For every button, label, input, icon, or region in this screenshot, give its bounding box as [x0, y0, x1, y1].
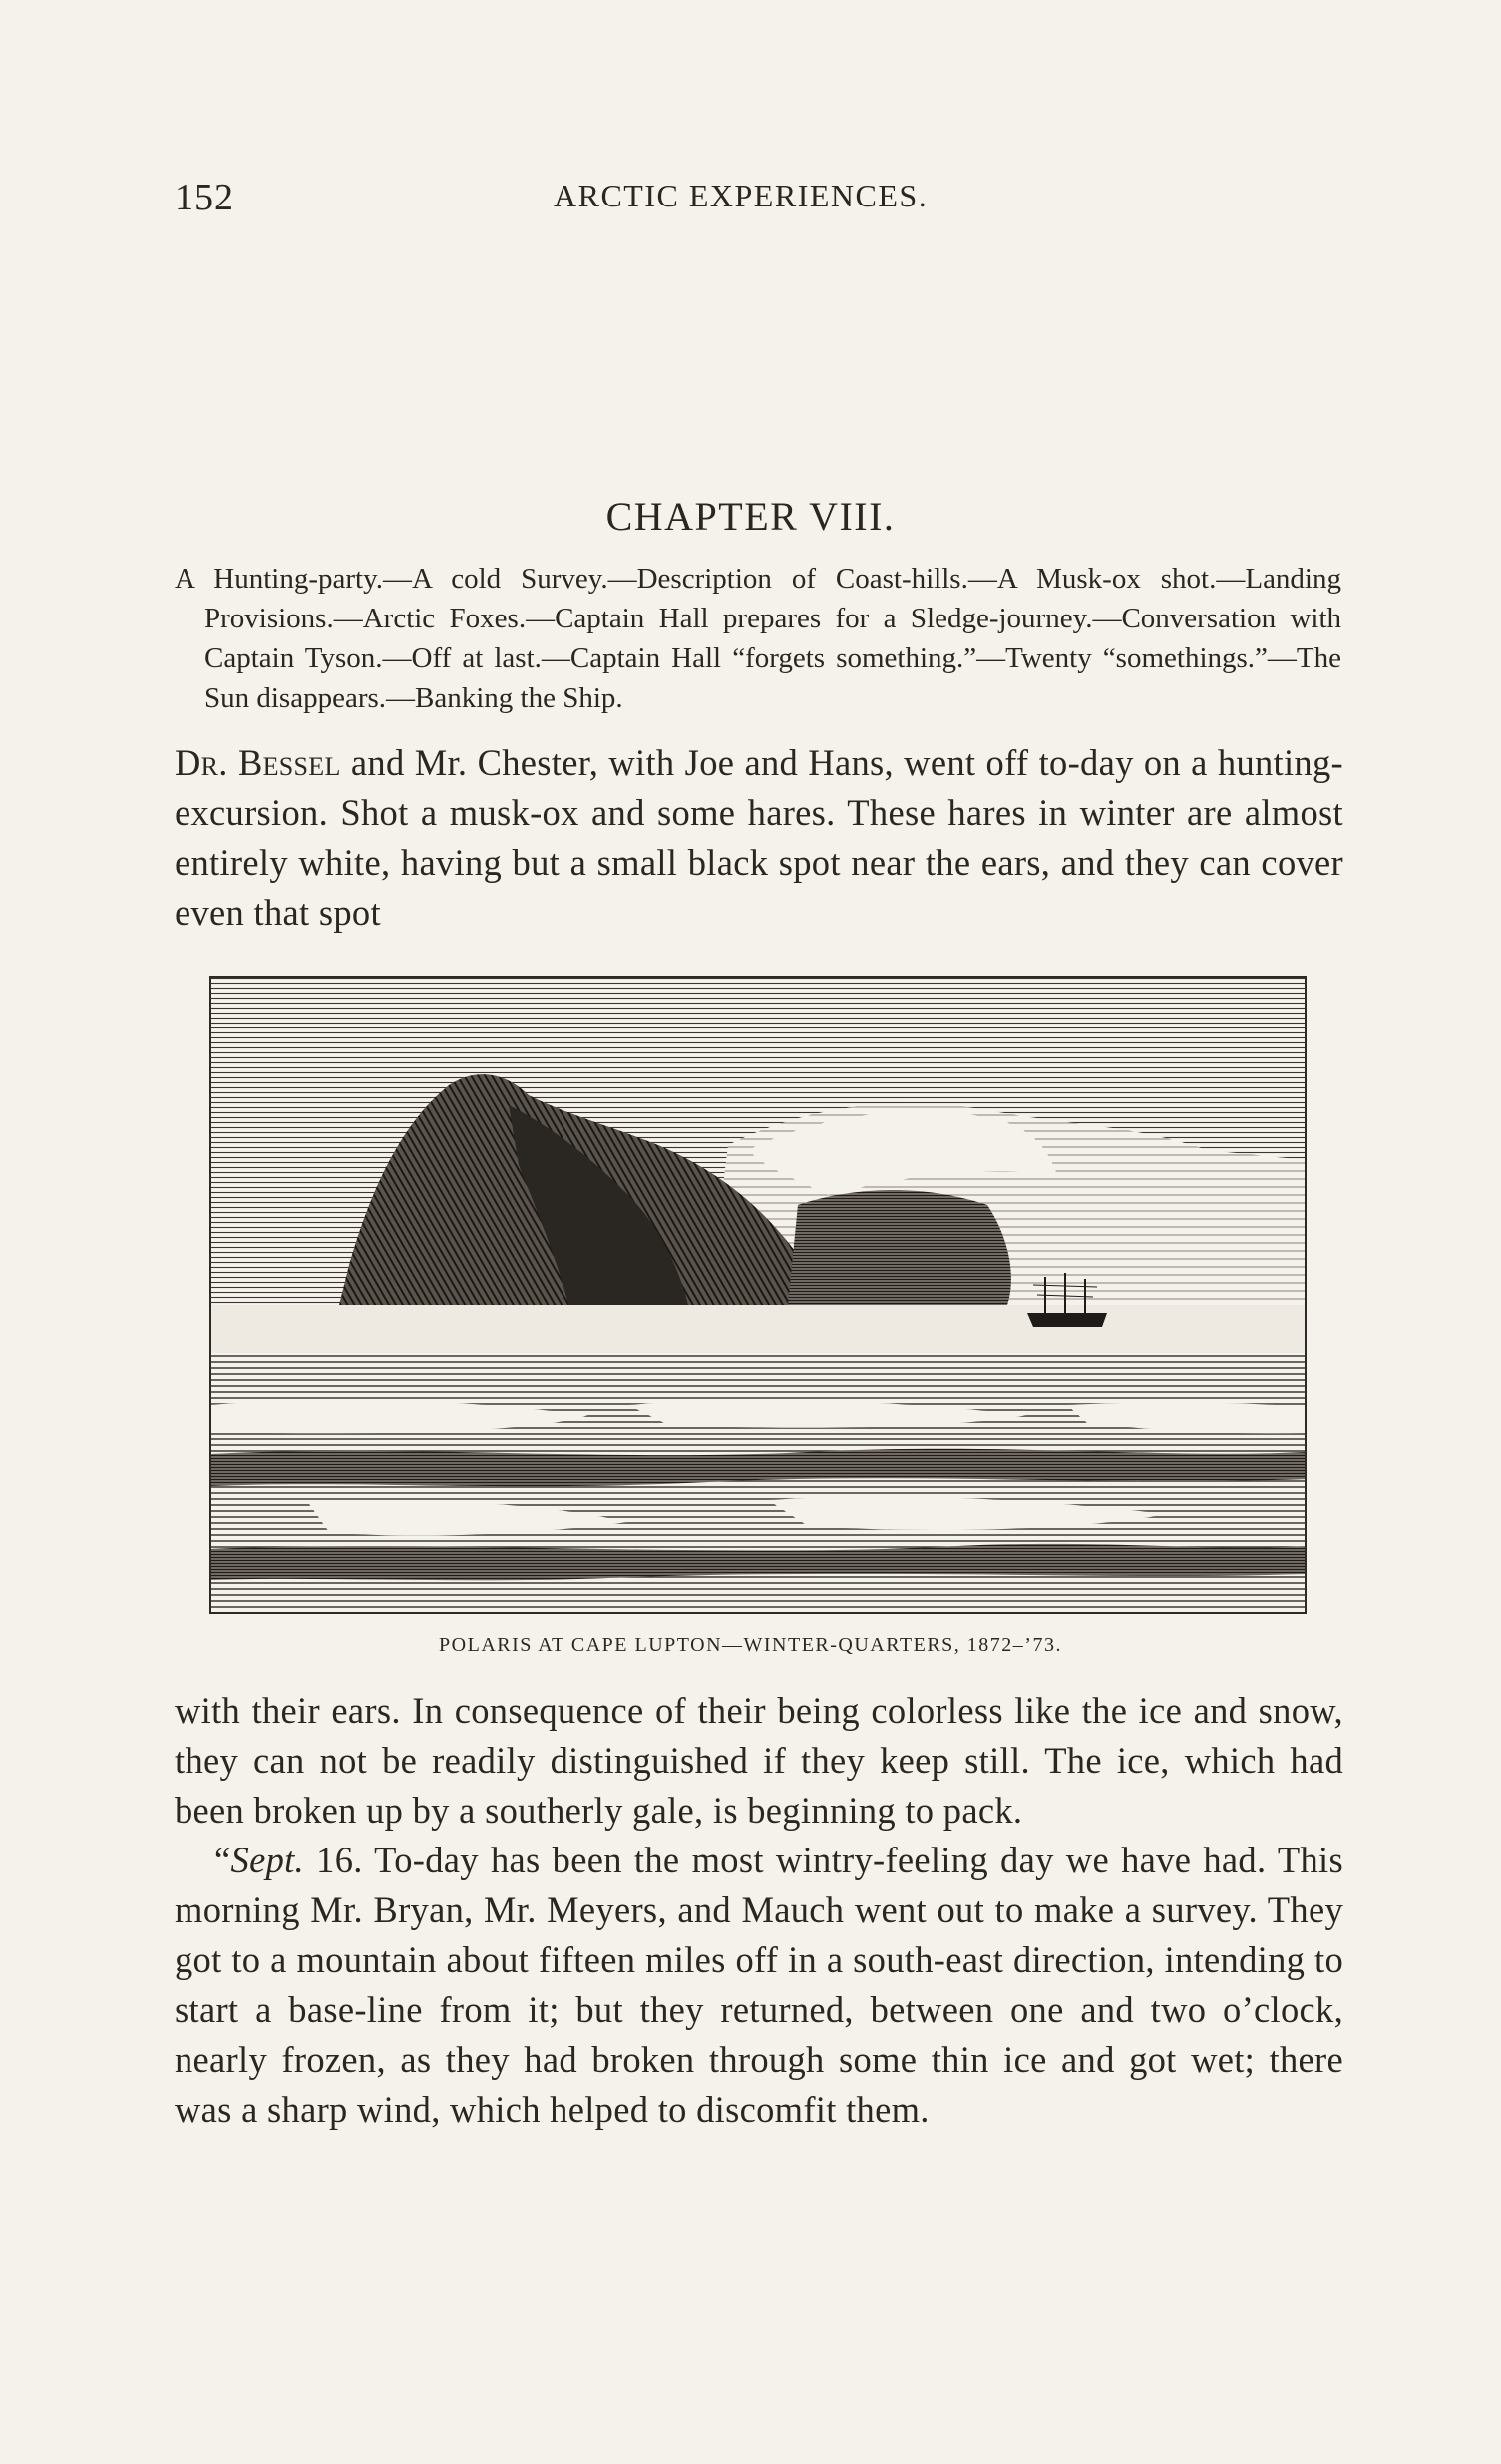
body-text-bottom — [175, 1686, 1343, 2135]
paragraph-2: with their ears. In consequence of their being colorless like the ice and snow, they can not be readily distinguished if they keep still. The ice, which had been broken up by a southerly gale, is beginning to pack. — [175, 1690, 1343, 1831]
synopsis-text: A Hunting-party.—A cold Survey.—Description of Coast-hills.—A Musk-ox shot.—Landing Provisions.—Arctic Foxes.—Captain Hall prepares for a Sledge-journey.—Conversation with Captain Tyson.—Off at last.—Captain Hall “forgets something.”—Twenty “somethings.”—The Sun disappears.—Banking the Ship. — [175, 563, 1341, 714]
paragraph-1 — [175, 738, 1343, 938]
paragraph-3-date: Sept. — [230, 1840, 304, 1880]
cliff-right-slope — [788, 1190, 1011, 1305]
running-head: ARCTIC EXPERIENCES. — [554, 178, 929, 213]
chapter-title: CHAPTER VIII. — [605, 494, 896, 539]
paragraph-3-text: 16. To-day has been the most wintry-feeling day we have had. This morning Mr. Bryan, Mr. Meyers, and Mauch went out to make a survey. They got to a mountain about fifteen miles off in a south-east direction, intending to start a base-line from it; but they returned, between one and two o’clock, nearly frozen, as they had broken through some thin ice and got wet; there was a sharp wind, which helped to discomfit them. — [175, 1840, 1343, 2130]
figure-caption: POLARIS AT CAPE LUPTON—WINTER-QUARTERS, 1872–’73. — [439, 1634, 1062, 1656]
paragraph-3 — [175, 1836, 1343, 2135]
paragraph-3-open-quote: “ — [214, 1840, 231, 1880]
ice-band — [209, 1305, 1307, 1355]
paragraph-1-text: and Mr. Chester, with Joe and Hans, went off to-day on a hunting-excursion. Shot a musk-ox and some hares. These hares in winter are almost entirely white, having but a small black spot near the ears, and they can cover even that spot — [175, 742, 1343, 933]
page-number: 152 — [175, 177, 234, 218]
engraving-illustration — [209, 976, 1307, 1614]
body-text-top — [175, 738, 1343, 938]
page-header — [175, 176, 1341, 223]
chapter-synopsis — [175, 559, 1341, 718]
engraving-svg — [209, 976, 1307, 1614]
ice-shadow — [209, 1353, 1307, 1361]
paragraph-1-lead: Dr. Bessel — [175, 742, 341, 783]
